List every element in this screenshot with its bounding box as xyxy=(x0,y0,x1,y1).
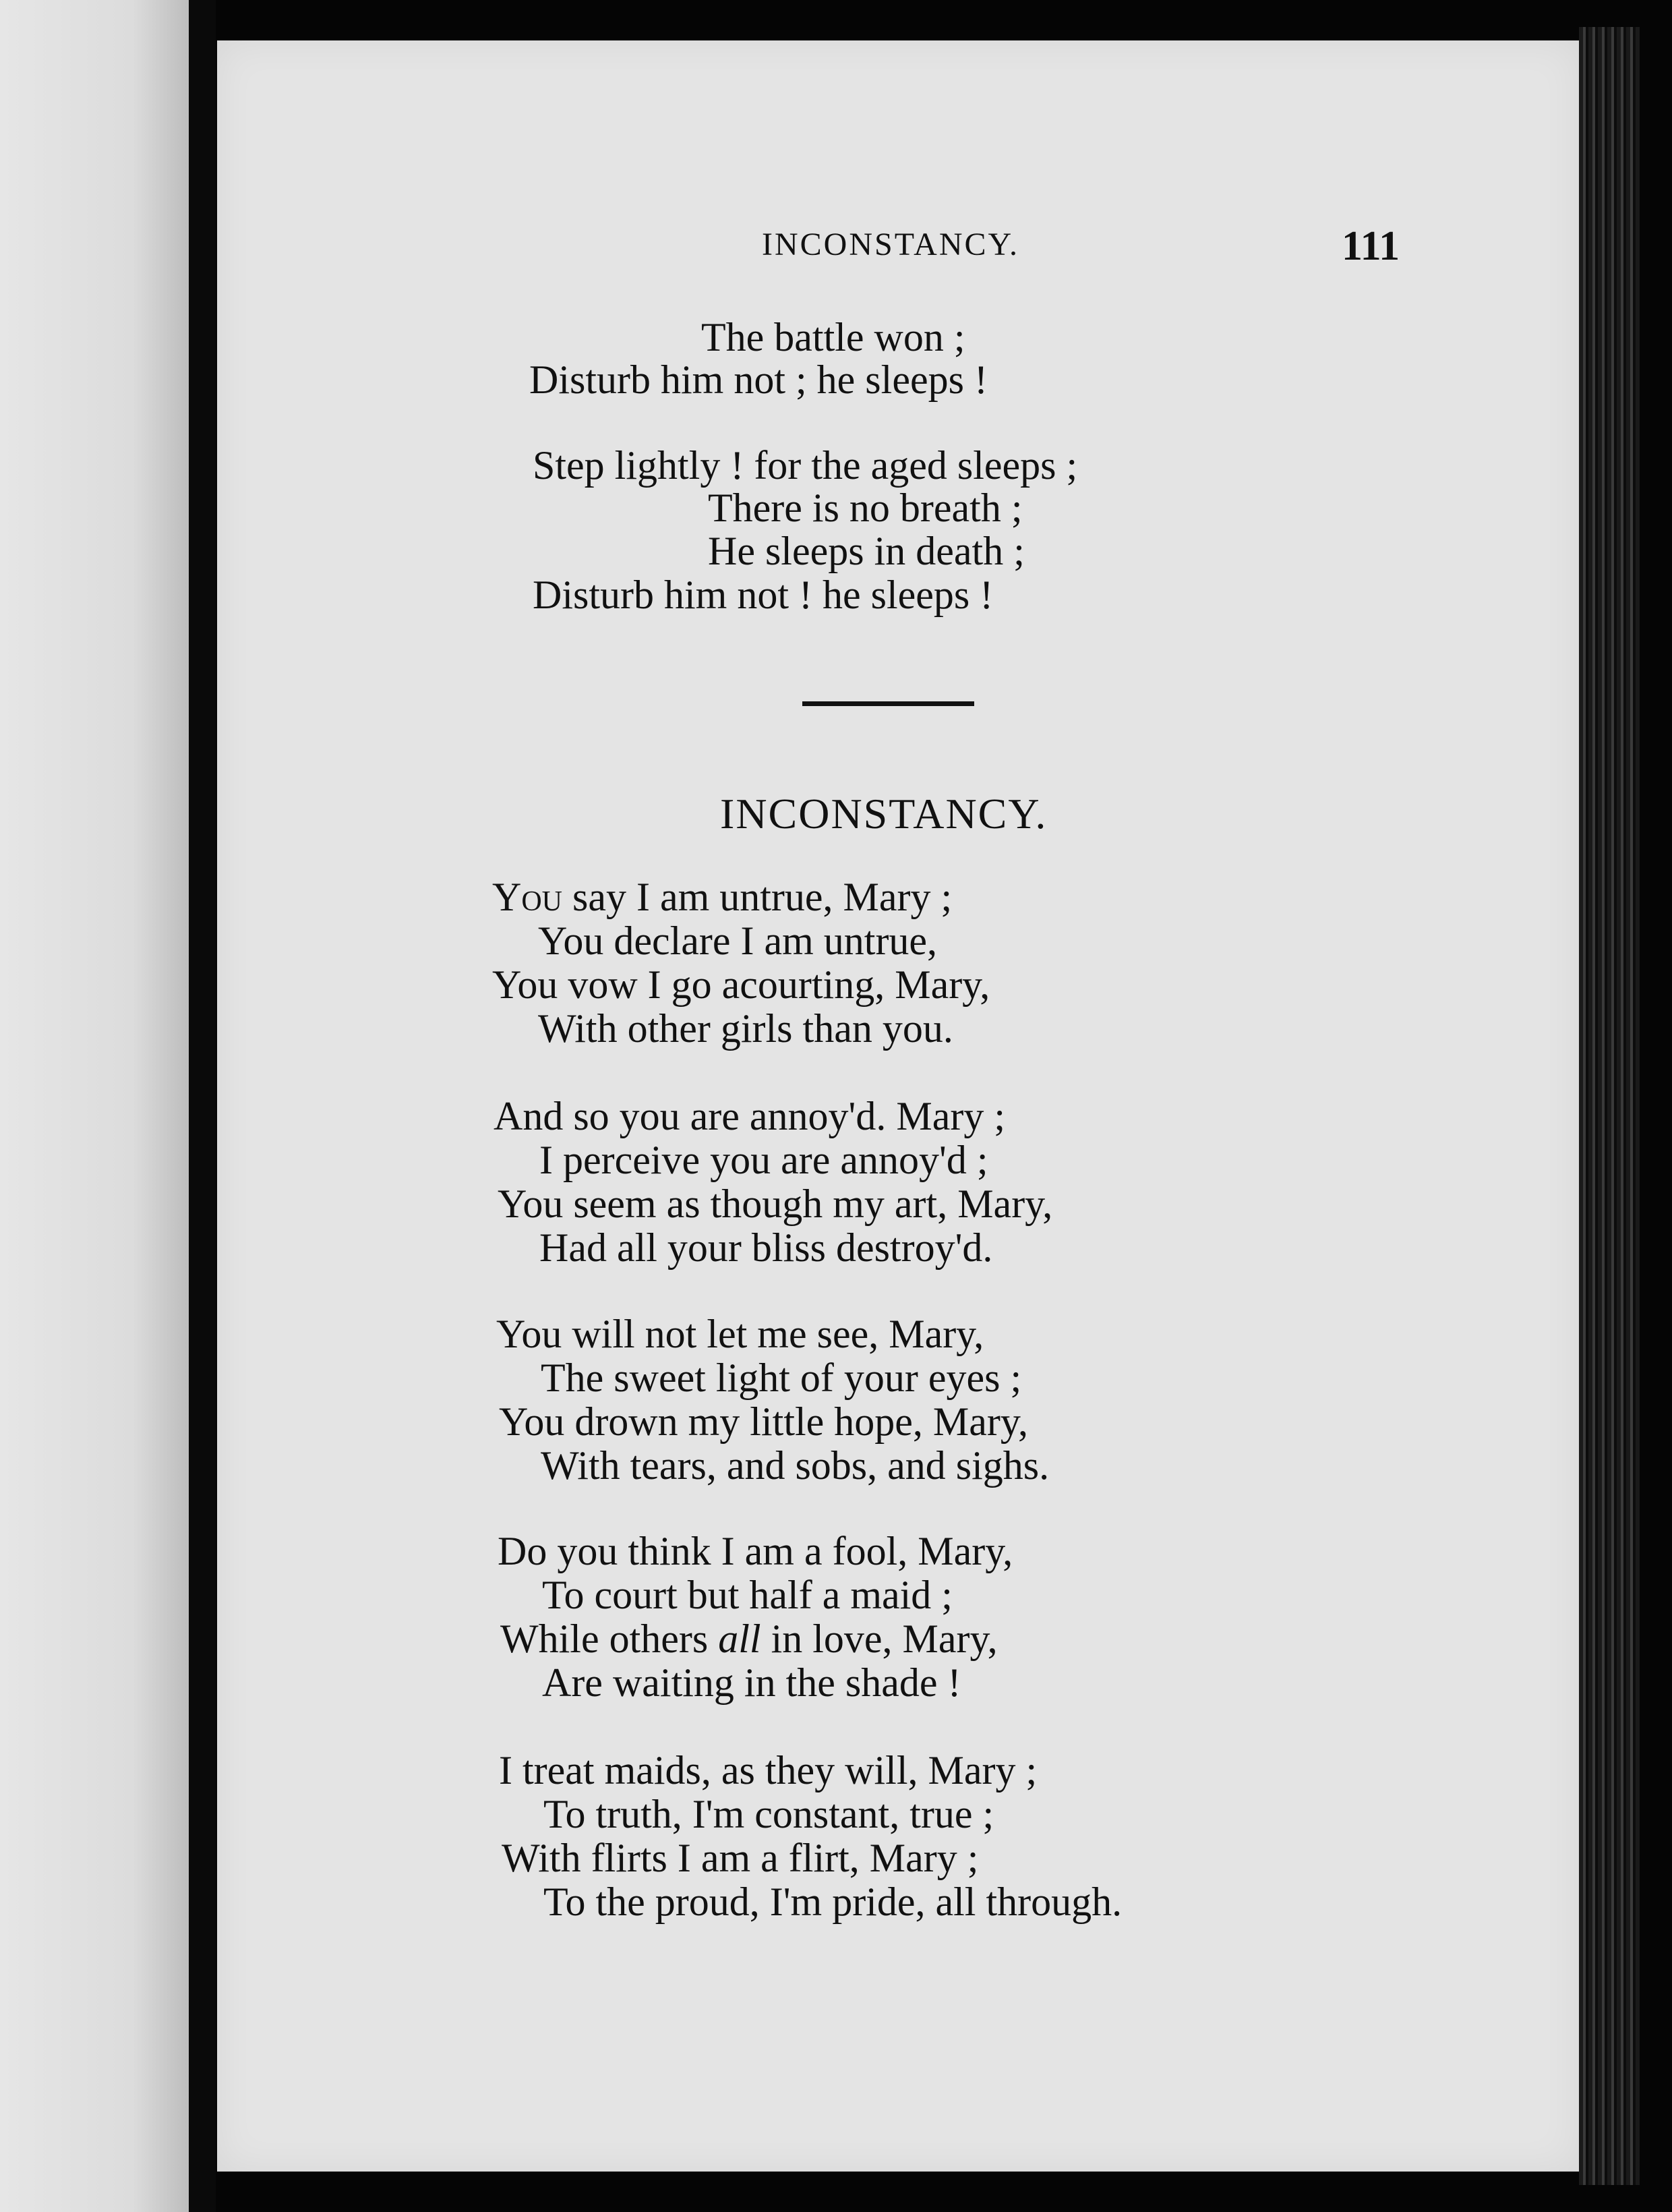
section-divider-rule xyxy=(802,701,974,706)
book-gutter xyxy=(189,0,216,2212)
verse-line: To the proud, I'm pride, all through. xyxy=(543,1880,1123,1924)
verse-line: With flirts I am a flirt, Mary ; xyxy=(502,1836,979,1880)
verse-line: You seem as though my art, Mary, xyxy=(498,1182,1053,1226)
verse-line: Do you think I am a fool, Mary, xyxy=(498,1529,1013,1573)
verse-line: And so you are annoy'd. Mary ; xyxy=(494,1094,1005,1138)
verse-line: To court but half a maid ; xyxy=(542,1573,953,1617)
verse-line: You vow I go acourting, Mary, xyxy=(492,962,990,1007)
verse-line: You say I am untrue, Mary ; xyxy=(492,875,953,919)
verse-line: Disturb him not ! he sleeps ! xyxy=(533,573,994,617)
verse-line: With tears, and sobs, and sighs. xyxy=(541,1443,1050,1488)
verse-line: Are waiting in the shade ! xyxy=(542,1660,961,1705)
verse-line: While others all in love, Mary, xyxy=(500,1617,998,1661)
verse-line: You declare I am untrue, xyxy=(538,919,938,963)
verse-line: He sleeps in death ; xyxy=(708,529,1025,573)
verse-line: Disturb him not ; he sleeps ! xyxy=(529,357,988,402)
running-head: INCONSTANCY. xyxy=(762,227,1019,262)
verse-line: Step lightly ! for the aged sleeps ; xyxy=(533,443,1078,488)
poem-title: INCONSTANCY. xyxy=(720,790,1048,838)
verse-line: There is no breath ; xyxy=(708,486,1023,530)
opening-word: You xyxy=(492,875,562,919)
page-fore-edge xyxy=(1579,27,1640,2185)
verse-line: To truth, I'm constant, true ; xyxy=(543,1792,994,1836)
verse-line: You drown my little hope, Mary, xyxy=(499,1399,1028,1444)
verse-line: Had all your bliss destroy'd. xyxy=(539,1225,993,1270)
verse-line: I treat maids, as they will, Mary ; xyxy=(499,1748,1038,1793)
verse-line: The battle won ; xyxy=(701,315,965,359)
page-number: 111 xyxy=(1342,223,1400,269)
verse-line: With other girls than you. xyxy=(538,1006,953,1051)
verse-line: The sweet light of your eyes ; xyxy=(541,1356,1022,1400)
emphasis: all xyxy=(718,1617,761,1661)
verse-line: I perceive you are annoy'd ; xyxy=(539,1138,988,1182)
verse-line: You will not let me see, Mary, xyxy=(496,1312,984,1356)
facing-page-edge xyxy=(0,0,189,2212)
